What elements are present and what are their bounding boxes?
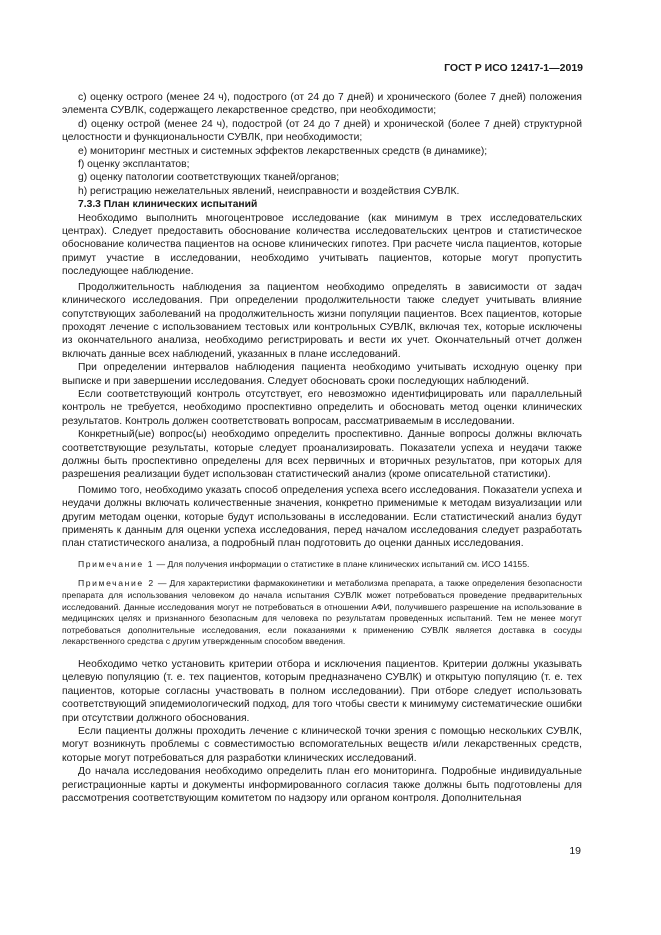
list-item-d: d) оценку острой (менее 24 ч), подострой (от 24 до 7 дней) и хронической (более 7 дней) структурной целостности и функциональности СУВЛК, при необходимости; bbox=[62, 118, 582, 144]
paragraph: Помимо того, необходимо указать способ определения успеха всего исследования. Показатели успеха и неудачи должны включать количественные значения, конкретно применимые к методам визуализации или другим методам оценки, которые будут использованы в исследовании. Если статистический анализ будут применять к данным для оценки успеха исследования, перед началом исследования следует разработать план статистического анализа, а подробный план подготовить до оценки данных исследования. bbox=[62, 484, 582, 550]
list-item-e: e) мониторинг местных и системных эффектов лекарственных средств (в динамике); bbox=[78, 145, 488, 157]
paragraph: При определении интервалов наблюдения пациента необходимо учитывать исходную оценку при выписке и при завершении исследования. Следует обосновать сроки последующих наблюдений. bbox=[62, 362, 582, 387]
note-2-text: — Для характеристики фармакокинетики и метаболизма препарата, а также определения безопасности препарата для использования человеком до начала испытания СУВЛК может потребоваться проведение предварительных исследований. Данные исследования могут не потребоваться в отношении АФИ, получившего разрешение на использование в медицинских целях и признанного безопасным для человека по результатам проведенных испытаний. Тем не менее могут потребоваться дополнительные исследования, если показаниями к применению СУВЛК является доставка в сосуды лекарственного средства с другим утвержденным способом введения. bbox=[62, 578, 583, 647]
note-2-label: Примечание 2 bbox=[78, 578, 155, 589]
document-body bbox=[62, 91, 582, 805]
list-item-f: f) оценку эксплантатов; bbox=[78, 159, 190, 171]
list-item-g: g) оценку патологии соответствующих тканей/органов; bbox=[78, 172, 340, 184]
page-number: 19 bbox=[569, 845, 581, 857]
list-item-c: c) оценку острого (менее 24 ч), подострого (от 24 до 7 дней) и хронического (более 7 дней) положения элемента СУВЛК, содержащего лекарственное средство, при необходимости; bbox=[62, 92, 582, 117]
paragraph: Продолжительность наблюдения за пациентом необходимо определять в зависимости от задач клинического исследования. При определении продолжительности также следует учитывать влияние сопутствующих заболеваний на продолжительность жизни популяции пациентов. Всех пациентов, которые проходят лечение с использованием тестовых или контрольных СУВЛК, включая тех, которые исключены из окончательного анализа, необходимо регистрировать и вести их учет. Окончательный отчет должен включать данные всех наблюдений, указанных в плане исследований. bbox=[62, 281, 582, 360]
paragraph: Если пациенты должны проходить лечение с клинической точки зрения с помощью нескольких СУВЛК, могут возникнуть проблемы с совместимостью вспомогательных веществ и/или лекарственных средств, которые могут потребоваться для разработки клинических исследований. bbox=[62, 726, 582, 764]
section-heading: 7.3.3 План клинических испытаний bbox=[78, 199, 258, 211]
note-1-label: Примечание 1 bbox=[78, 558, 155, 569]
note-1 bbox=[62, 559, 582, 571]
paragraph: Необходимо четко установить критерии отбора и исключения пациентов. Критерии должны указывать целевую популяцию (т. е. тех пациентов, которым предназначено СУВЛК) и открытую популяцию (т. е. тех пациентов, которые согласны участвовать в полном исследовании). При отборе следует использовать соответствующий эпидемиологический подход, для того чтобы свести к минимуму систематические ошибки при отсутствии должного обоснования. bbox=[62, 658, 582, 724]
paragraph: Если соответствующий контроль отсутствует, его невозможно идентифицировать или параллельный контроль не требуется, необходимо проспективно определить и обосновать метод оценки клинических результатов. Контроль должен соответствовать вопросам, рассматриваемым в исследовании. bbox=[62, 388, 582, 427]
paragraph: До начала исследования необходимо определить план его мониторинга. Подробные индивидуальные регистрационные карты и документы информированного согласия также должны быть подготовлены для рассмотрения соответствующим комитетом по надзору или органом контроля. Дополнительная bbox=[62, 766, 582, 805]
paragraph: Необходимо выполнить многоцентровое исследование (как минимум в трех исследовательских центрах). Следует предоставить обоснование количества исследовательских центров и статистическое обоснование количества пациентов на основе клинических гипотез. При расчете числа пациентов, которые примут участие в исследовании, необходимо учитывать пациентов, которые могут пропустить последующее наблюдение. bbox=[62, 212, 582, 278]
paragraph: Конкретный(ые) вопрос(ы) необходимо определить проспективно. Данные вопросы должны включать соответствующие результаты, которые следует проанализировать. Показатели успеха и неудачи также должны быть проспективно определены для всех первичных и вторичных результатов, при которых для разрешения реализации будет использован статистический анализ (кроме описательной статистики). bbox=[62, 429, 582, 481]
note-1-text: — Для получения информации о статистике в плане клинических испытаний см. ИСО 14155. bbox=[154, 558, 530, 569]
document-header-id: ГОСТ Р ИСО 12417-1—2019 bbox=[444, 62, 583, 74]
note-2 bbox=[62, 578, 582, 648]
list-item-h: h) регистрацию нежелательных явлений, неисправности и воздействия СУВЛК. bbox=[78, 185, 460, 197]
